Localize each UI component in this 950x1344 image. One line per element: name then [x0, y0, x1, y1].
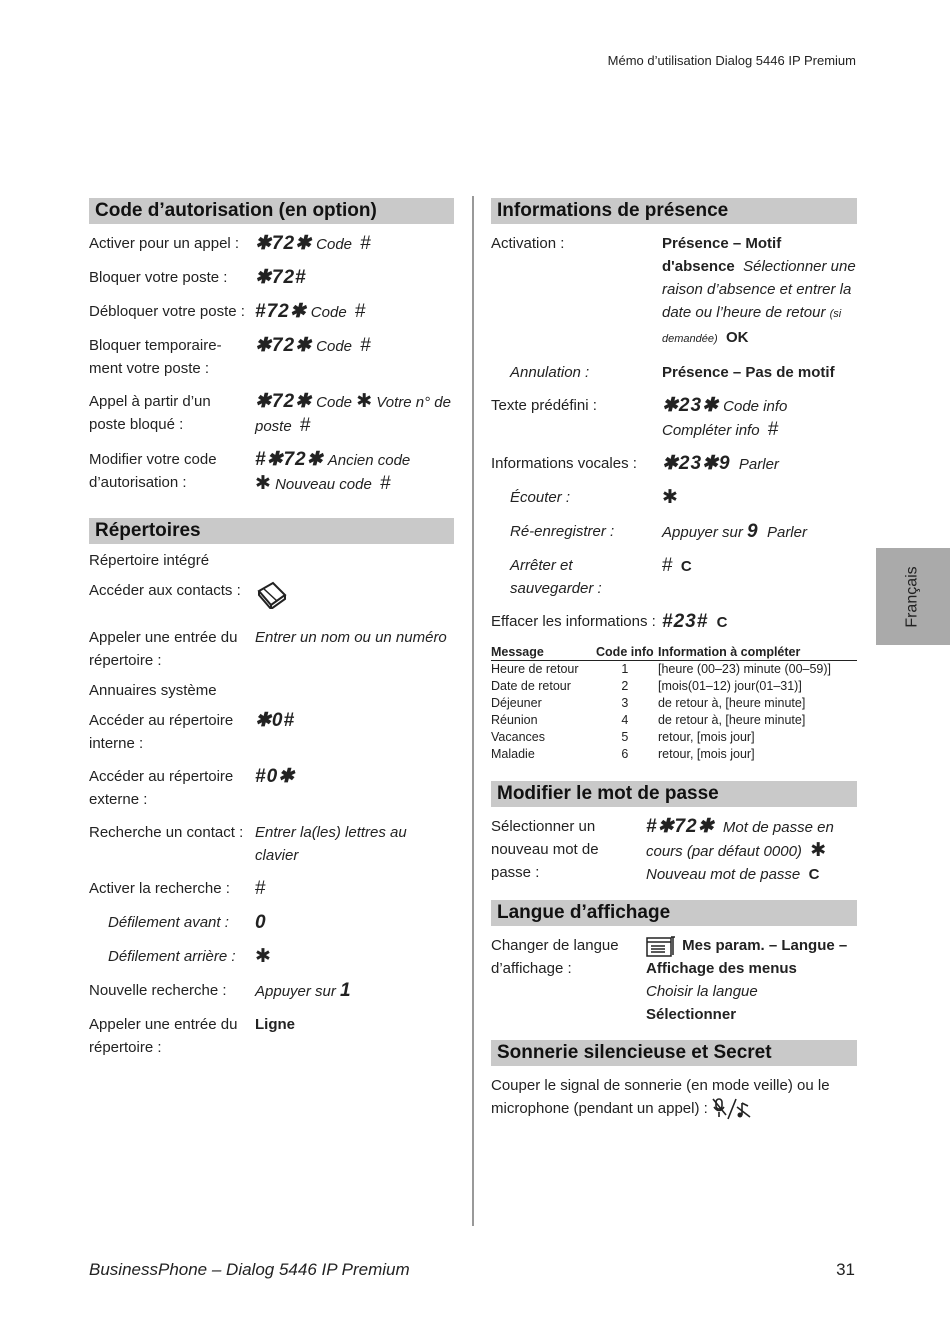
table-cell: Vacances [491, 730, 545, 744]
table-header: Information à compléter [658, 644, 857, 661]
table-row [491, 661, 857, 679]
table-cell: Maladie [491, 747, 535, 761]
value-text: Compléter info [662, 422, 760, 439]
key-seq: #✱72✱ [255, 449, 324, 470]
new-code-text: Nouveau code [275, 476, 372, 493]
key-seq: ✱72✱ [255, 233, 312, 254]
hash-key: # [662, 555, 673, 576]
table-row [491, 695, 857, 712]
key-seq: ✱23✱ [662, 395, 719, 416]
row-label: Appeler une entrée du répertoire : [89, 629, 238, 669]
row-value: Entrer un nom ou un numéro [255, 629, 447, 646]
row-modifier-code [89, 448, 454, 496]
hash-key: # [355, 301, 366, 322]
phonebook-icon [255, 579, 289, 609]
value-text: Parler [766, 524, 807, 541]
key-seq: ✱23✱9 [662, 453, 731, 474]
row-value [255, 232, 454, 256]
table-cell: Heure de retour [491, 662, 579, 676]
row-label: Accéder au répertoire interne : [89, 712, 234, 752]
row-value [255, 945, 454, 969]
value-bold: Sélectionner [646, 1006, 737, 1024]
row-value [255, 979, 454, 1003]
row-value [255, 911, 454, 935]
hash-key: # [360, 335, 371, 356]
key-seq: 1 [340, 980, 352, 1001]
row-label: Activation : [491, 235, 565, 252]
menu-settings-icon [646, 935, 678, 957]
star-key: ✱ [662, 487, 678, 508]
ok-key: OK [726, 329, 749, 346]
section-sonnerie [491, 1040, 857, 1121]
row-activer-recherche [89, 877, 454, 901]
section-title: Code d’autorisation (en option) [89, 198, 454, 224]
c-key: C [808, 866, 820, 883]
side-tab-language [876, 548, 950, 645]
row-value [255, 448, 454, 496]
mute-icon [712, 1097, 752, 1121]
row-arreter [491, 554, 857, 600]
section-title: Sonnerie silencieuse et Secret [491, 1040, 857, 1066]
key-seq: 0 [255, 912, 267, 933]
table-header: Message [491, 644, 592, 661]
row-label: Ré-enregistrer : [510, 523, 615, 540]
code-text: Code [310, 304, 347, 321]
section-presence [491, 198, 857, 763]
row-value [646, 815, 857, 886]
table-cell: Réunion [491, 713, 538, 727]
row-label: Activer la recherche : [89, 880, 230, 897]
row-value [662, 554, 857, 600]
row-label: Bloquer temporaire-ment votre poste : [89, 337, 222, 377]
table-row [491, 746, 857, 763]
page-number: 31 [836, 1260, 855, 1279]
subheading: Répertoire intégré [89, 552, 210, 569]
section-code-autorisation [89, 198, 454, 496]
table-cell: de retour à, [heure minute] [657, 696, 806, 710]
row-value [662, 394, 857, 442]
row-label: Accéder au répertoire externe : [89, 768, 234, 808]
row-value [662, 232, 857, 351]
key-seq: ✱0# [255, 710, 296, 731]
row-value: Entrer la(les) lettres au clavier [255, 824, 407, 864]
row-acceder-contacts [89, 579, 454, 616]
row-debloquer [89, 300, 454, 324]
table-header-row [491, 644, 857, 661]
row-appeler-ligne [89, 1013, 454, 1059]
table-cell: 1 [621, 662, 629, 676]
row-value [255, 266, 454, 290]
row-label: Bloquer votre poste : [89, 269, 228, 286]
value-text: Nouveau mot de passe [646, 866, 801, 883]
row-rep-interne [89, 709, 454, 755]
value-text: Mot de passe en cours (par défaut 0000) [646, 819, 834, 860]
row-label: Débloquer votre poste : [89, 303, 245, 320]
row-ecouter [491, 486, 857, 510]
value-text: Code info [723, 398, 788, 415]
footer-title: BusinessPhone – Dialog 5446 IP Premium [89, 1260, 410, 1279]
star-key: ✱ [255, 946, 271, 967]
row-value [491, 1074, 857, 1121]
row-value [255, 709, 454, 755]
row-label: Changer de langue d’affichage : [491, 937, 619, 977]
code-text: Code [316, 236, 353, 253]
section-title: Modifier le mot de passe [491, 781, 857, 807]
value-text: Parler [738, 456, 779, 473]
section-title: Langue d’affichage [491, 900, 857, 926]
presence-table [491, 644, 857, 763]
c-key: C [716, 614, 728, 631]
row-recherche [89, 821, 454, 867]
row-value [662, 452, 857, 476]
key-seq: #✱72✱ [646, 816, 715, 837]
row-defilement-avant [89, 911, 454, 935]
row-value [255, 334, 454, 380]
table-cell: [mois(01–12) jour(01–31)] [657, 679, 802, 693]
right-column [491, 198, 857, 1143]
row-annulation [491, 361, 857, 384]
key-seq: ✱72# [255, 267, 307, 288]
section-title: Répertoires [89, 518, 454, 544]
table-cell: 5 [621, 730, 629, 744]
left-column [89, 198, 454, 1081]
hash-key: # [380, 473, 391, 494]
key-seq: ✱72✱ [255, 391, 312, 412]
key-seq: ✱72✱ [255, 335, 312, 356]
row-defilement-arriere [89, 945, 454, 969]
row-reenregistrer [491, 520, 857, 544]
section-repertoires [89, 518, 454, 1059]
section-langue [491, 900, 857, 1026]
row-value [255, 765, 454, 811]
hash-key: # [360, 233, 371, 254]
row-nouvelle-recherche [89, 979, 454, 1003]
value-bold: Présence – Motif d'absence [662, 235, 782, 275]
row-value [255, 877, 454, 901]
value-bold: Mes param. – Langue – Affichage des menus [646, 937, 848, 978]
row-value: Présence – Pas de motif [662, 364, 835, 381]
code-text: Code [316, 338, 353, 355]
table-cell: [heure (00–23) minute (00–59)] [657, 662, 832, 676]
row-label: Modifier votre code d’autorisation : [89, 451, 217, 491]
row-nouveau-mdp [491, 815, 857, 886]
row-value [255, 390, 454, 438]
row-rep-externe [89, 765, 454, 811]
side-tab-label: Français [903, 565, 921, 628]
row-value [255, 579, 454, 616]
row-label: Défilement arrière : [108, 948, 236, 965]
row-label: Nouvelle recherche : [89, 982, 227, 999]
row-label: Accéder aux contacts : [89, 582, 241, 599]
row-value: Ligne [255, 1016, 295, 1033]
row-appel-bloque [89, 390, 454, 438]
row-info-vocales [491, 452, 857, 476]
table-cell: Déjeuner [491, 696, 542, 710]
row-value [646, 934, 857, 1026]
table-cell: 4 [621, 713, 629, 727]
row-label: Arrêter et sauvegarder : [510, 557, 602, 597]
value-text: Choisir la langue [646, 983, 758, 1001]
row-label: Activer pour un appel : [89, 235, 240, 252]
hash-key: # [255, 878, 266, 899]
row-label: Recherche un contact : [89, 824, 244, 841]
page-header: Mémo d’utilisation Dialog 5446 IP Premium [607, 53, 856, 68]
value-text: Appuyer sur [662, 524, 743, 541]
table-row [491, 729, 857, 746]
section-title: Informations de présence [491, 198, 857, 224]
row-texte-predefini [491, 394, 857, 442]
c-key: C [680, 558, 692, 575]
row-effacer [491, 610, 857, 634]
hash-key: # [300, 415, 311, 436]
table-cell: de retour à, [heure minute] [657, 713, 806, 727]
row-label: Effacer les informations : [491, 613, 656, 630]
row-label: Écouter : [510, 489, 571, 506]
subheading: Annuaires système [89, 682, 217, 699]
row-label: Appel à partir d’un poste bloqué : [89, 393, 211, 433]
row-label: Sélectionner un nouveau mot de passe : [491, 818, 599, 881]
row-appeler-entree [89, 626, 454, 672]
table-row [491, 712, 857, 729]
old-code-text: Ancien code [327, 452, 411, 469]
table-cell: Date de retour [491, 679, 571, 693]
code-text: Code [316, 394, 353, 411]
row-value [662, 486, 857, 510]
star-key: ✱ [810, 840, 827, 861]
row-bloquer [89, 266, 454, 290]
row-bloquer-temp [89, 334, 454, 380]
table-row [491, 678, 857, 695]
value-small: (si demandée) [662, 308, 842, 345]
key-seq: 9 [747, 521, 759, 542]
table-cell: 3 [621, 696, 629, 710]
value-text: Sélectionner une raison d’absence et entrer la date ou l’heure de retour [662, 258, 856, 321]
value-text: Appuyer sur [255, 983, 336, 1000]
value-text: Couper le signal de sonnerie (en mode veille) ou le microphone (pendant un appel) : [491, 1077, 830, 1118]
row-label: Informations vocales : [491, 455, 637, 472]
row-label: Texte prédéfini : [491, 397, 597, 414]
table-cell: 6 [621, 747, 629, 761]
table-cell: retour, [mois jour] [657, 747, 755, 761]
table-cell: 2 [621, 679, 629, 693]
row-changer-langue [491, 934, 857, 1026]
poste-text: Votre n° de poste [255, 394, 451, 435]
row-activation [491, 232, 857, 351]
row-label: Annulation : [510, 364, 590, 381]
key-seq: #23# [662, 611, 709, 632]
row-value [255, 300, 454, 324]
table-header: Code info [592, 644, 658, 661]
row-label: Défilement avant : [108, 914, 229, 931]
row-sonnerie [491, 1074, 857, 1121]
table-cell: retour, [mois jour] [657, 730, 755, 744]
row-value [662, 610, 857, 634]
column-divider [472, 196, 474, 1226]
hash-key: # [767, 419, 779, 440]
star-key: ✱ [356, 391, 373, 412]
key-seq: #72✱ [255, 301, 307, 322]
row-label: Appeler une entrée du répertoire : [89, 1016, 238, 1056]
star-key: ✱ [255, 473, 271, 494]
key-seq: #0✱ [255, 766, 296, 787]
row-activer [89, 232, 454, 256]
row-value [662, 520, 857, 544]
section-mot-de-passe [491, 781, 857, 886]
